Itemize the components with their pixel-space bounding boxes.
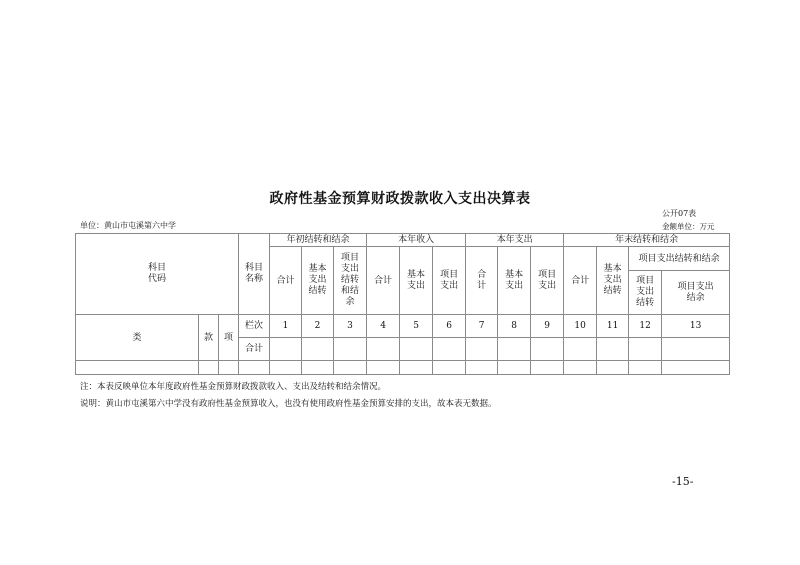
expenditure-total-header: 合计 <box>466 247 498 315</box>
income-total-header: 合计 <box>367 247 400 315</box>
empty-cell <box>219 361 239 375</box>
empty-cell <box>270 338 302 361</box>
expenditure-project-header: 项目支出 <box>531 247 564 315</box>
empty-cell <box>662 338 730 361</box>
table-note: 注：本表反映单位本年度政府性基金预算财政拨款收入、支出及结转和结余情况。 <box>80 382 387 392</box>
unit-label: 单位：黄山市屯溪第六中学 <box>80 221 176 230</box>
opening-total-header: 合计 <box>270 247 302 315</box>
col-number: 5 <box>400 315 433 338</box>
report-title: 政府性基金预算财政拨款收入支出决算表 <box>269 191 531 207</box>
empty-cell <box>302 361 334 375</box>
col-number: 8 <box>498 315 531 338</box>
subject-name-header: 科目名称 <box>239 234 270 315</box>
col-number: 6 <box>433 315 466 338</box>
income-basic-header: 基本支出 <box>400 247 433 315</box>
empty-cell <box>662 361 730 375</box>
opening-project-header: 项目支出结转和结余 <box>334 247 367 315</box>
form-number: 公开07表 <box>662 209 697 218</box>
col-number: 9 <box>531 315 564 338</box>
empty-cell <box>498 338 531 361</box>
closing-project-group-header: 项目支出结转和结余 <box>629 247 730 271</box>
category-header: 类 <box>76 315 199 361</box>
closing-project-carry-header: 项目支出结转 <box>629 271 662 315</box>
empty-cell <box>531 338 564 361</box>
expenditure-basic-header: 基本支出 <box>498 247 531 315</box>
empty-cell <box>466 338 498 361</box>
empty-cell <box>629 338 662 361</box>
opening-balance-header: 年初结转和结余 <box>270 234 367 247</box>
budget-table <box>75 233 730 375</box>
empty-cell <box>498 361 531 375</box>
closing-total-header: 合计 <box>564 247 597 315</box>
col-number: 2 <box>302 315 334 338</box>
closing-project-surplus-header: 项目支出结余 <box>662 271 730 315</box>
empty-cell <box>433 338 466 361</box>
empty-cell <box>199 361 219 375</box>
row-index-label: 栏次 <box>239 315 270 338</box>
col-number: 4 <box>367 315 400 338</box>
empty-cell <box>270 361 302 375</box>
empty-cell <box>531 361 564 375</box>
empty-cell <box>466 361 498 375</box>
item-header: 项 <box>219 315 239 361</box>
expenditure-header: 本年支出 <box>466 234 564 247</box>
section-header: 款 <box>199 315 219 361</box>
amount-unit-label: 金额单位：万元 <box>662 222 715 231</box>
empty-cell <box>76 361 199 375</box>
empty-cell <box>564 338 597 361</box>
empty-cell <box>400 361 433 375</box>
income-project-header: 项目支出 <box>433 247 466 315</box>
page-number: -15- <box>672 475 694 488</box>
empty-cell <box>597 361 629 375</box>
empty-cell <box>564 361 597 375</box>
empty-cell <box>302 338 334 361</box>
closing-balance-header: 年末结转和结余 <box>564 234 730 247</box>
col-number: 12 <box>629 315 662 338</box>
opening-basic-header: 基本支出结转 <box>302 247 334 315</box>
col-number: 13 <box>662 315 730 338</box>
income-header: 本年收入 <box>367 234 466 247</box>
empty-cell <box>629 361 662 375</box>
table-explanation: 说明：黄山市屯溪第六中学没有政府性基金预算收入，也没有使用政府性基金预算安排的支出，故本表无数据。 <box>80 399 497 409</box>
row-total-label: 合计 <box>239 338 270 361</box>
col-number: 10 <box>564 315 597 338</box>
empty-cell <box>597 338 629 361</box>
col-number: 7 <box>466 315 498 338</box>
col-number: 3 <box>334 315 367 338</box>
closing-basic-header: 基本支出结转 <box>597 247 629 315</box>
empty-cell <box>433 361 466 375</box>
empty-cell <box>400 338 433 361</box>
empty-cell <box>367 361 400 375</box>
empty-cell <box>239 361 270 375</box>
subject-code-header: 科目代码 <box>76 234 239 315</box>
empty-cell <box>334 338 367 361</box>
empty-cell <box>334 361 367 375</box>
col-number: 11 <box>597 315 629 338</box>
empty-cell <box>367 338 400 361</box>
col-number: 1 <box>270 315 302 338</box>
